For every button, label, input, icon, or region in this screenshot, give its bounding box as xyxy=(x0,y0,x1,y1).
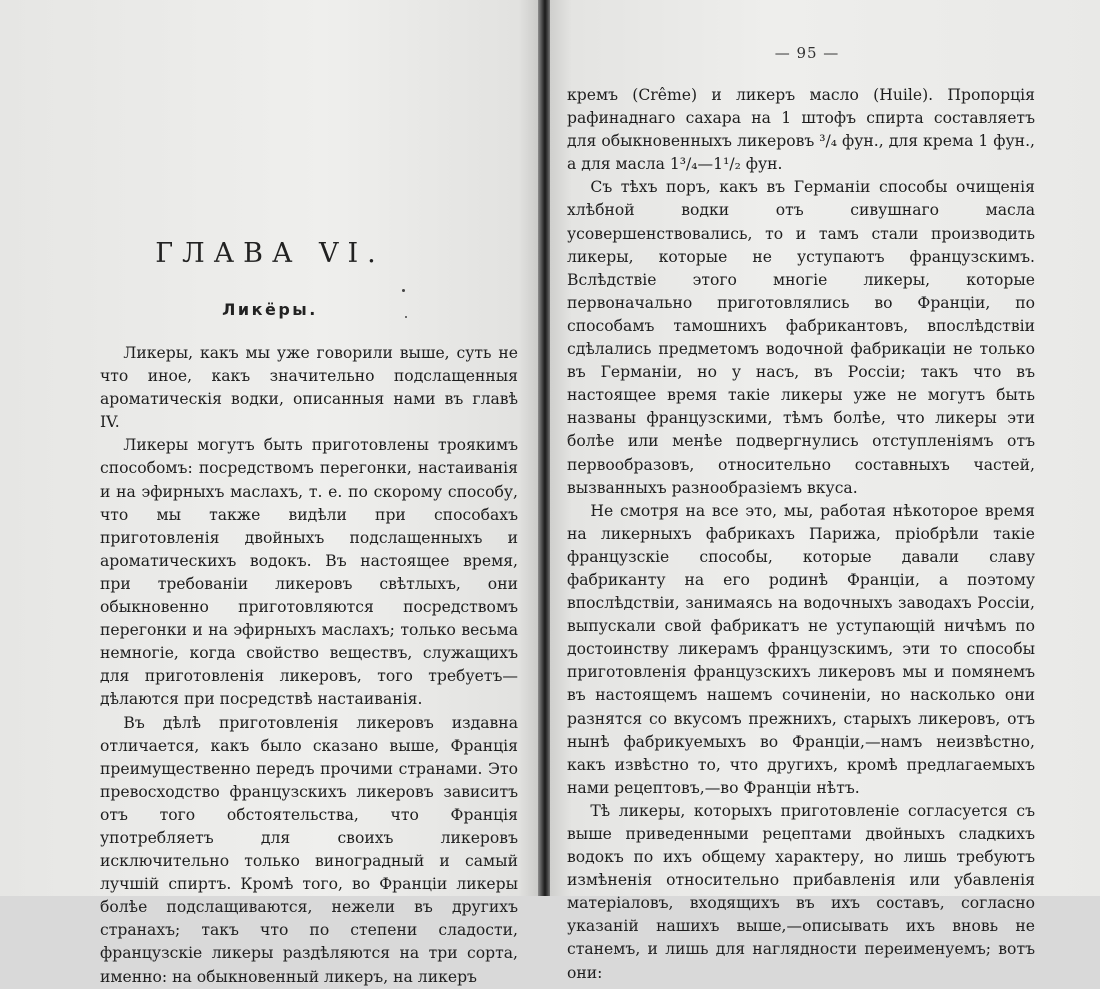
print-speck xyxy=(405,316,407,318)
print-speck xyxy=(402,289,405,292)
paragraph: кремъ (Crême) и ликеръ масло (Huile). Пропорція рафинаднаго сахара на 1 штофъ спирта составляетъ для обыкновенныхъ ликеровъ ³/₄ фун., для крема 1 фун., а для масла 1³/₄—1¹/₂ фун. xyxy=(567,86,1035,174)
paragraph: Не смотря на все это, мы, работая нѣкоторое время на ликерныхъ фабрикахъ Парижа, пріобрѣли такіе французскіе способы, которые давали славу фабриканту на его родинѣ Франціи, а поэтому впослѣдствіи, занимаясь на водочныхъ заводахъ Россіи, выпускали свой фабрикатъ не уступающій ничѣмъ по достоинству ликерамъ французскимъ, эти то способы приготовленія французскихъ ликеровъ мы и помянемъ въ настоящемъ нашемъ сочиненіи, но насколько они разнятся со вкусомъ прежнихъ, старыхъ ликеровъ, отъ нынѣ фабрикуемыхъ во Франціи,—намъ неизвѣстно, какъ извѣстно то, что другихъ, кромѣ предлагаемыхъ нами рецептовъ,—во Франціи нѣтъ. xyxy=(567,501,1035,797)
paragraph: Ликеры, какъ мы уже говорили выше, суть не что иное, какъ значительно подслащенныя ароматическія водки, описанныя нами въ главѣ IV. xyxy=(100,344,518,432)
paragraph: Ликеры могутъ быть приготовлены троякимъ способомъ: посредствомъ перегонки, настаиванія и на эфирныхъ маслахъ, т. е. по скорому способу, что мы также видѣли при способахъ приготовленія двойныхъ подслащенныхъ и ароматическихъ водокъ. Въ настоящее время, при требованіи ликеровъ свѣтлыхъ, они обыкновенно приготовляются посредствомъ перегонки и на эфирныхъ маслахъ; только весьма немногіе, когда свойство веществъ, служащихъ для приготовленія ликеровъ, того требуетъ—дѣлаются при посредствѣ настаиванія. xyxy=(100,436,518,709)
paragraph: Въ дѣлѣ приготовленія ликеровъ издавна отличается, какъ было сказано выше, Франція преимущественно передъ прочими странами. Это превосходство французскихъ ликеровъ зависитъ отъ того обстоятельства, что Франція употребляетъ для своихъ ликеровъ исключительно только виноградный и самый лучшій спиртъ. Кромѣ того, во Франціи ликеры болѣе подслащиваются, нежели въ другихъ странахъ; такъ что по степени сладости, французскіе ликеры раздѣляются на три сорта, именно: на обыкновенный ликеръ, на ликеръ xyxy=(100,713,518,986)
paragraph: Съ тѣхъ поръ, какъ въ Германіи способы очищенія хлѣбной водки отъ сивушнаго масла усовершенствовались, то и тамъ стали производить ликеры, которые не уступаютъ французскимъ. Вслѣдствіе этого многіе ликеры, которые первоначально приготовлялись во Франціи, по способамъ тамошнихъ фабрикантовъ, впослѣдствіи сдѣлались предметомъ водочной фабрикаціи не только въ Германіи, но у насъ, въ Россіи; такъ что въ настоящее время такіе ликеры уже не могутъ быть названы французскими, тѣмъ болѣе, что ликеры эти болѣе или менѣе подвергнулись отступленіямъ отъ первообразовъ, относительно составныхъ частей, вызванныхъ разнообразіемъ вкуса. xyxy=(567,178,1035,497)
left-text-column xyxy=(100,342,518,989)
right-text-column xyxy=(567,84,1035,985)
left-page xyxy=(0,0,540,986)
chapter-heading: ГЛАВА VI. xyxy=(155,238,385,269)
chapter-title: Ликёры. xyxy=(222,300,318,319)
right-page xyxy=(550,0,1100,982)
paragraph: Тѣ ликеры, которыхъ приготовленіе согласуется съ выше приведенными рецептами двойныхъ сладкихъ водокъ по ихъ общему характеру, но лишь требуютъ измѣненія относительно прибавленія или убавленія матеріаловъ, входящихъ въ ихъ составъ, согласно указаній нашихъ выше,—описывать ихъ вновь не станемъ, и лишь для наглядности переименуемъ; вотъ они: xyxy=(567,801,1035,982)
page-number: — 95 — xyxy=(774,44,840,62)
